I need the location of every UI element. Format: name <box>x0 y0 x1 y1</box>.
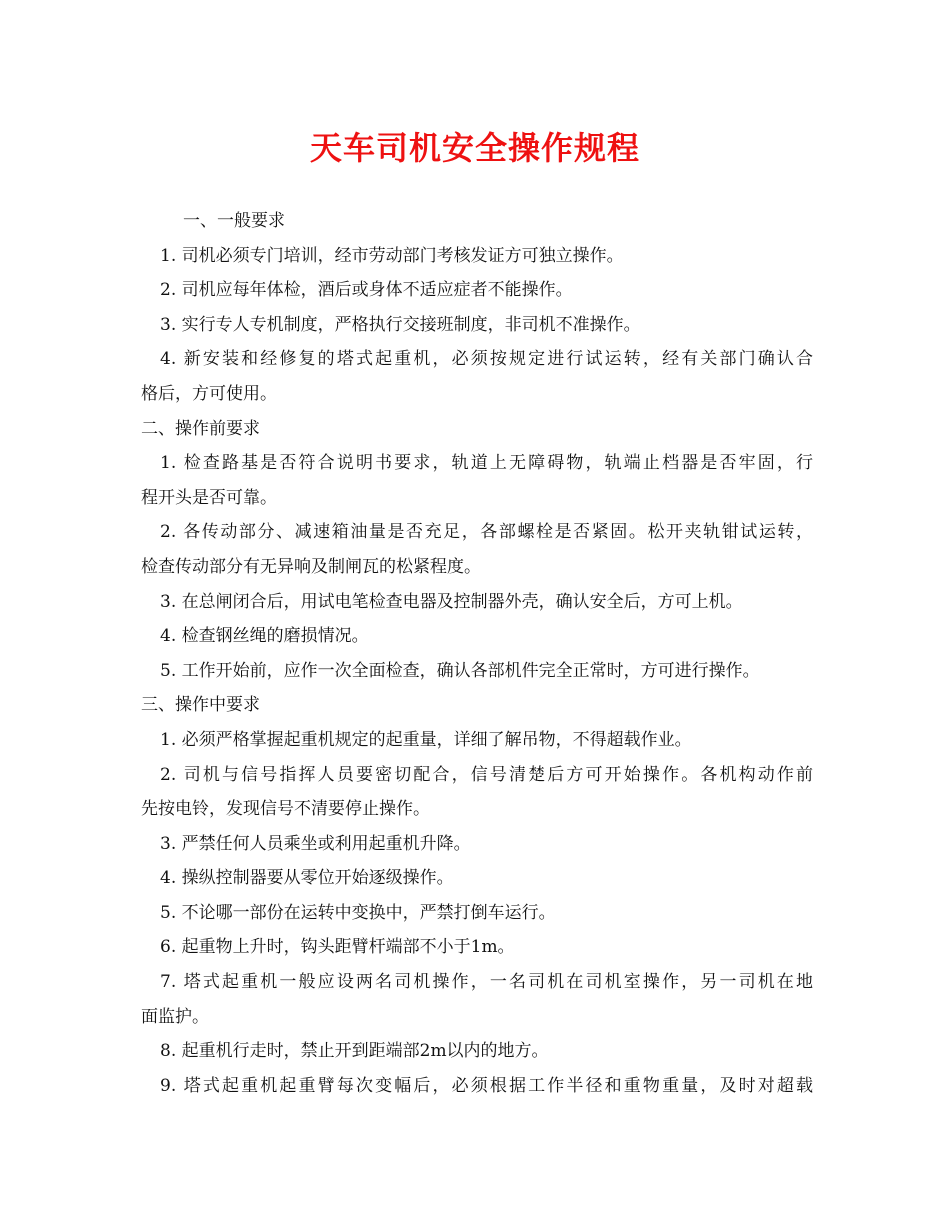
list-item: 4. 新安装和经修复的塔式起重机，必须按规定进行试运转，经有关部门确认合 <box>160 349 813 370</box>
section-heading: 一、一般要求 <box>183 211 285 231</box>
list-item: 4. 操纵控制器要从零位开始逐级操作。 <box>160 868 454 889</box>
list-item: 2. 司机应每年体检，酒后或身体不适应症者不能操作。 <box>160 280 573 301</box>
section-heading: 三、操作中要求 <box>141 695 260 716</box>
list-item: 2. 司机与信号指挥人员要密切配合，信号清楚后方可开始操作。各机构动作前 <box>160 764 813 785</box>
list-item-continuation: 程开头是否可靠。 <box>141 487 277 508</box>
list-item-continuation: 格后，方可使用。 <box>141 383 277 404</box>
list-item: 1. 检查路基是否符合说明书要求，轨道上无障碍物，轨端止档器是否牢固，行 <box>160 453 813 474</box>
list-item: 1. 必须严格掌握起重机规定的起重量，详细了解吊物，不得超载作业。 <box>160 729 692 750</box>
list-item: 5. 工作开始前，应作一次全面检查，确认各部机件完全正常时，方可进行操作。 <box>160 660 760 681</box>
list-item: 3. 在总闸闭合后，用试电笔检查电器及控制器外壳，确认安全后，方可上机。 <box>160 591 743 612</box>
list-item: 9. 塔式起重机起重臂每次变幅后，必须根据工作半径和重物重量，及时对超载 <box>160 1075 813 1096</box>
list-item: 1. 司机必须专门培训，经市劳动部门考核发证方可独立操作。 <box>160 245 624 266</box>
list-item: 8. 起重机行走时，禁止开到距端部2m以内的地方。 <box>160 1041 549 1062</box>
list-item: 3. 实行专人专机制度，严格执行交接班制度，非司机不准操作。 <box>160 314 641 335</box>
list-item: 7. 塔式起重机一般应设两名司机操作，一名司机在司机室操作，另一司机在地 <box>160 972 813 993</box>
list-item: 2. 各传动部分、减速箱油量是否充足，各部螺栓是否紧固。松开夹轨钳试运转， <box>160 522 813 543</box>
list-item-continuation: 检查传动部分有无异响及制闸瓦的松紧程度。 <box>141 556 481 577</box>
document-body <box>141 204 813 1103</box>
list-item-continuation: 面监护。 <box>141 1006 209 1027</box>
document-title: 天车司机安全操作规程 <box>309 129 640 167</box>
section-heading: 二、操作前要求 <box>141 418 260 439</box>
list-item: 6. 起重物上升时，钩头距臂杆端部不小于1m。 <box>160 937 515 958</box>
list-item: 4. 检查钢丝绳的磨损情况。 <box>160 626 369 647</box>
list-item: 5. 不论哪一部份在运转中变换中，严禁打倒车运行。 <box>160 902 556 923</box>
list-item: 3. 严禁任何人员乘坐或利用起重机升降。 <box>160 833 471 854</box>
list-item-continuation: 先按电铃，发现信号不清要停止操作。 <box>141 799 430 820</box>
